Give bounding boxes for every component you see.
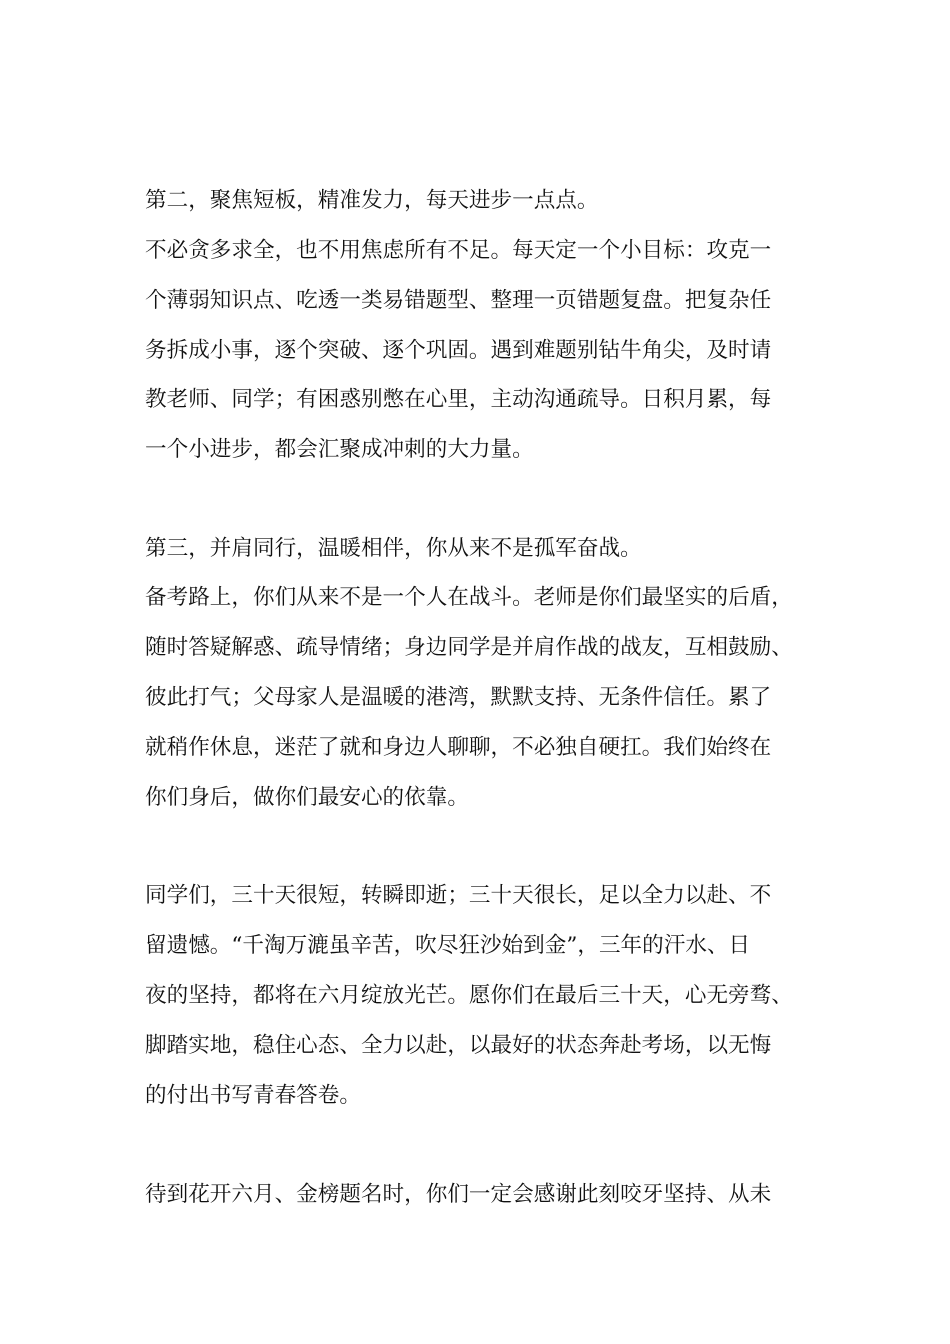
paragraph-line: 彼此打气；父母家人是温暖的港湾，默默支持、无条件信任。累了 [145, 685, 772, 710]
paragraph-line: 随时答疑解惑、疏导情绪；身边同学是并肩作战的战友，互相鼓励、 [145, 635, 793, 660]
paragraph-line: 的付出书写青春答卷。 [145, 1083, 361, 1108]
paragraph-line: 你们身后，做你们最安心的依靠。 [145, 785, 469, 810]
paragraph-line: 不必贪多求全，也不用焦虑所有不足。每天定一个小目标：攻克一 [145, 238, 772, 263]
paragraph-line: 教老师、同学；有困惑别憋在心里，主动沟通疏导。日积月累，每 [145, 387, 772, 412]
paragraph-line: 待到花开六月、金榜题名时，你们一定会感谢此刻咬牙坚持、从未 [145, 1182, 772, 1207]
paragraph-line: 留遗憾。“千淘万漉虽辛苦，吹尽狂沙始到金”，三年的汗水、日 [145, 933, 751, 958]
paragraph-line: 夜的坚持，都将在六月绽放光芒。愿你们在最后三十天，心无旁骛、 [145, 983, 793, 1008]
paragraph-line: 务拆成小事，逐个突破、逐个巩固。遇到难题别钻牛角尖，及时请 [145, 338, 772, 363]
paragraph-line: 同学们，三十天很短，转瞬即逝；三十天很长，足以全力以赴、不 [145, 883, 772, 908]
section-heading-3: 第三，并肩同行，温暖相伴，你从来不是孤军奋战。 [145, 536, 642, 561]
paragraph-line: 就稍作休息，迷茫了就和身边人聊聊，不必独自硬扛。我们始终在 [145, 735, 772, 760]
paragraph-line: 脚踏实地，稳住心态、全力以赴，以最好的状态奔赴考场，以无悔 [145, 1033, 772, 1058]
section-heading-2: 第二，聚焦短板，精准发力，每天进步一点点。 [145, 188, 599, 213]
paragraph-line: 一个小进步，都会汇聚成冲刺的大力量。 [145, 437, 534, 462]
paragraph-line: 个薄弱知识点、吃透一类易错题型、整理一页错题复盘。把复杂任 [145, 288, 772, 313]
paragraph-line: 备考路上，你们从来不是一个人在战斗。老师是你们最坚实的后盾， [145, 585, 793, 610]
